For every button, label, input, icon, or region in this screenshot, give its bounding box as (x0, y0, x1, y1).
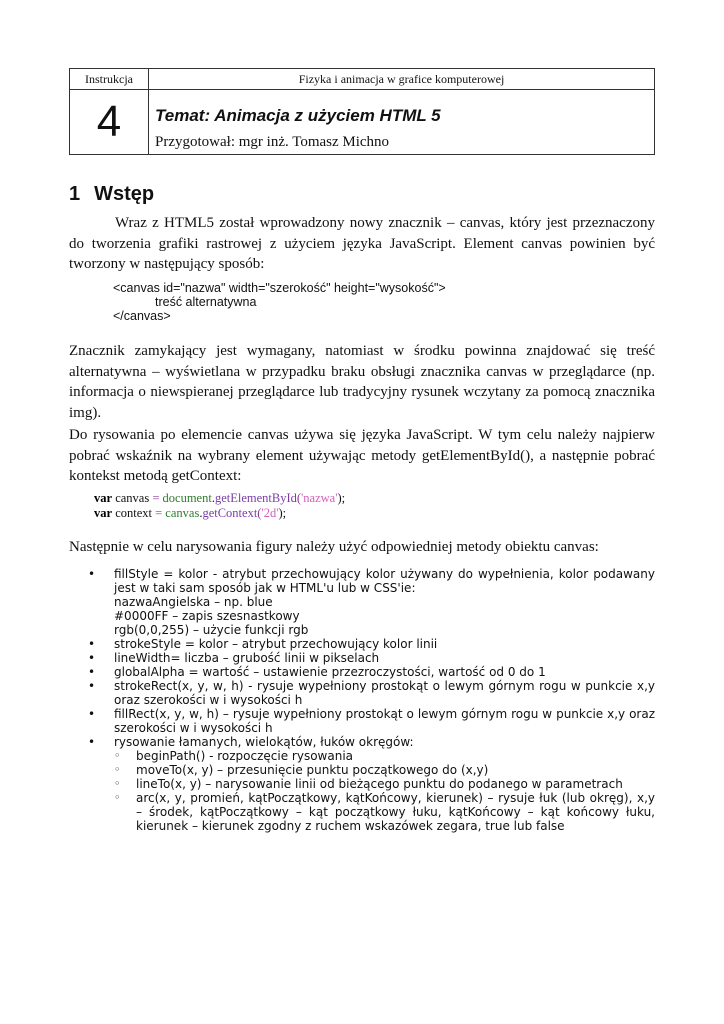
paragraph-methods-intro: Następnie w celu narysowania figury należy użyć odpowiedniej metody obiektu canvas: (69, 539, 599, 555)
list-item: • lineWidth= liczba – grubość linii w pikselach (88, 651, 380, 665)
js-string: 'nazwa' (301, 491, 338, 505)
methods-list (88, 567, 655, 833)
sub-list-item: ◦ beginPath() - rozpoczęcie rysowania (114, 749, 354, 763)
code-line: </canvas> (113, 309, 171, 323)
bullet-icon: • (88, 637, 96, 651)
js-keyword: var (94, 506, 113, 520)
sub-bullet-icon: ◦ (114, 763, 121, 776)
list-item: • strokeStyle = kolor – atrybut przechowujący kolor linii (88, 637, 438, 651)
list-item: • globalAlpha = wartość – ustawienie przezroczystości, wartość od 0 do 1 (88, 665, 546, 679)
author-line: Przygotował: mgr inż. Tomasz Michno (155, 134, 390, 150)
paragraph-closing-tag: Znacznik zamykający jest wymagany, natomiast w środku powinna znajdować się treść alternatywna – wyświetlana w przypadku braku obsługi znacznika canvas w przeglądarce (np. informacja o niewspieranej przeglądarce lub tradycyjny rysunek wczytany za pomocą znacznika img). (69, 343, 655, 421)
js-code-line (94, 491, 345, 506)
code-line: treść alternatywna (155, 295, 257, 309)
bullet-icon: • (88, 707, 96, 721)
list-item-continued: #0000FF – zapis szesnastkowy (114, 609, 300, 623)
list-item: • fillRect(x, y, w, h) – rysuje wypełniony prostokąt o lewym górnym rogu w punkcie x,y oraz szerokości w i wysokości h (88, 707, 655, 735)
js-string: '2d' (261, 506, 279, 520)
header-row-top (70, 69, 654, 90)
sub-list-item: ◦ lineTo(x, y) – narysowanie linii od bieżącego punktu do podanego w parametrach (114, 777, 623, 791)
js-object: document (159, 491, 212, 505)
bullet-icon: • (88, 567, 96, 581)
bullet-icon: • (88, 735, 96, 749)
js-operator: = (152, 491, 160, 505)
bullet-icon: • (88, 665, 96, 679)
list-item-continued: nazwaAngielska – np. blue (114, 595, 273, 609)
js-method: getElementById (214, 491, 297, 505)
header-course: Fizyka i animacja w grafice komputerowej (298, 72, 505, 86)
js-code-line (94, 506, 345, 521)
sub-bullet-icon: ◦ (114, 791, 121, 804)
html-code-block (113, 281, 446, 323)
paragraph-intro: Wraz z HTML5 został wprowadzony nowy znacznik – canvas, który jest przeznaczony do tworzenia grafiki rastrowej z użyciem języka JavaScript. Element canvas powinien być tworzony w następujący sposób: (69, 215, 655, 272)
sub-bullet-icon: ◦ (114, 749, 121, 762)
js-method: getContext (202, 506, 258, 520)
js-dot: . (199, 506, 203, 520)
bullet-icon: • (88, 651, 96, 665)
sub-list-item: ◦ arc(x, y, promień, kątPoczątkowy, kątKońcowy, kierunek) – rysuje łuk (lub okręg), x,y – środek, kątPoczątkowy – kąt początkowy łuku, kątKońcowy – kąt końcowy łuku, kierunek – kierunek zgodny z ruchem wskazówek zegara, true lub false (114, 791, 655, 833)
js-code-block (94, 491, 345, 521)
instruction-number: 4 (70, 90, 149, 154)
js-close: ); (278, 506, 287, 520)
js-dot: . (211, 491, 215, 505)
js-keyword: var (94, 491, 113, 505)
list-item-continued: rgb(0,0,255) – użycie funkcji rgb (114, 623, 309, 637)
code-line: <canvas id="nazwa" width="szerokość" height="wysokość"> (113, 281, 446, 295)
section-number: 1 (69, 183, 81, 205)
header-row-bottom (70, 90, 654, 154)
header-table (69, 68, 655, 155)
js-operator: = (155, 506, 163, 520)
js-identifier: context (112, 506, 156, 520)
sub-bullet-icon: ◦ (114, 777, 121, 790)
section-title: Wstęp (94, 183, 155, 205)
section-heading (69, 183, 154, 206)
list-item: • fillStyle = kolor - atrybut przechowujący kolor używany do wypełnienia, kolor podawany jest w taki sam sposób jak w HTML'u lub w CSS'ie: (88, 567, 655, 595)
header-label: Instrukcja (70, 69, 149, 89)
list-item: • rysowanie łamanych, wielokątów, łuków okręgów: (88, 735, 414, 749)
topic-title: Temat: Animacja z użyciem HTML 5 (155, 106, 441, 125)
js-object: canvas (162, 506, 200, 520)
js-paren: ( (257, 506, 262, 520)
sub-list-item: ◦ moveTo(x, y) – przesunięcie punktu początkowego do (x,y) (114, 763, 489, 777)
js-close: ); (337, 491, 346, 505)
js-paren: ( (296, 491, 302, 505)
list-item: • strokeRect(x, y, w, h) - rysuje wypełniony prostokąt o lewym górnym rogu w punkcie x,y oraz szerokości w i wysokości h (88, 679, 655, 707)
bullet-icon: • (88, 679, 96, 693)
paragraph-javascript: Do rysowania po elemencie canvas używa się języka JavaScript. W tym celu należy najpierw pobrać wskaźnik na wybrany element używając metody getElementById(), a następnie pobrać kontekst metodą getContext: (69, 427, 655, 484)
js-identifier: canvas (112, 491, 153, 505)
